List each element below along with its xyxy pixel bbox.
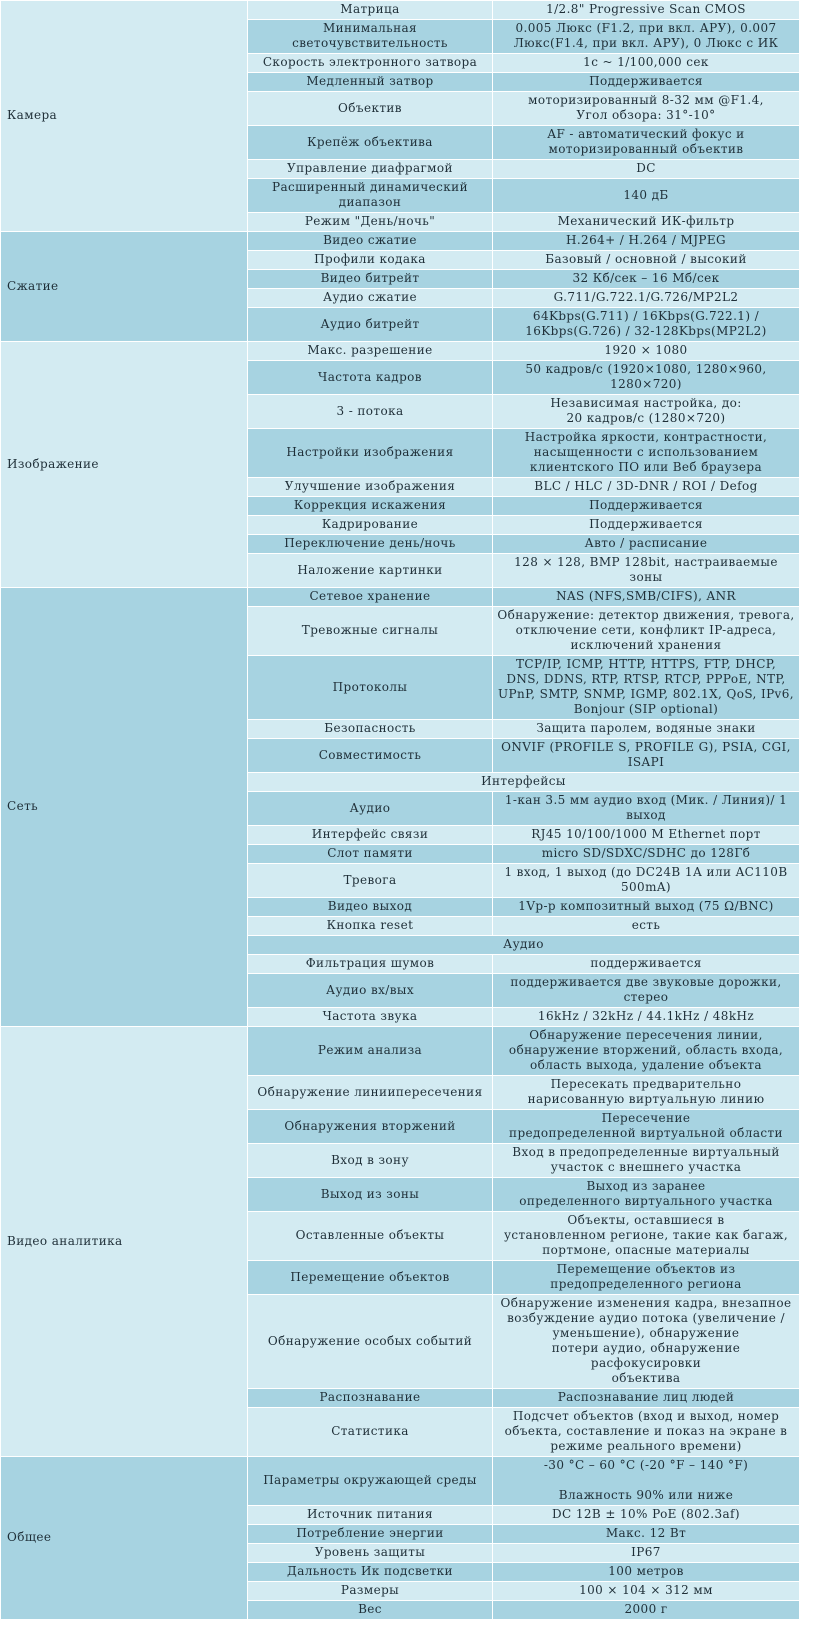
spec-key: Сетевое хранение: [248, 588, 493, 607]
section-name: Сеть: [1, 588, 248, 1027]
spec-key: Минимальная светочувствительность: [248, 20, 493, 54]
spec-value: Пересечение предопределенной виртуальной области: [493, 1110, 800, 1144]
spec-value: Настройка яркости, контрастности, насыщенности с использованием клиентского ПО или Веб браузера: [493, 429, 800, 478]
spec-key: Аудио: [248, 792, 493, 826]
spec-value: Защита паролем, водяные знаки: [493, 720, 800, 739]
spec-value: IP67: [493, 1544, 800, 1563]
spec-key: Дальность Ик подсветки: [248, 1563, 493, 1582]
spec-value: AF - автоматический фокус и моторизированный объектив: [493, 126, 800, 160]
spec-key: Протоколы: [248, 656, 493, 720]
spec-key: Параметры окружающей среды: [248, 1457, 493, 1506]
spec-value: Независимая настройка, до: 20 кадров/с (1280×720): [493, 395, 800, 429]
spec-key: Видео битрейт: [248, 270, 493, 289]
section-name: Сжатие: [1, 232, 248, 342]
spec-value: micro SD/SDXC/SDHC до 128Гб: [493, 845, 800, 864]
spec-value: 50 кадров/с (1920×1080, 1280×960, 1280×720): [493, 361, 800, 395]
spec-value: 100 метров: [493, 1563, 800, 1582]
spec-key: Кнопка reset: [248, 917, 493, 936]
spec-key: Крепёж объектива: [248, 126, 493, 160]
spec-value: Обнаружение изменения кадра, внезапное возбуждение аудио потока (увеличение / уменьшение), обнаружение потери аудио, обнаружение расфокусировки объектива: [493, 1295, 800, 1389]
spec-key: Аудио битрейт: [248, 308, 493, 342]
spec-value: 100 × 104 × 312 мм: [493, 1582, 800, 1601]
spec-key: Видео сжатие: [248, 232, 493, 251]
spec-key: Профили кодака: [248, 251, 493, 270]
spec-key: Уровень защиты: [248, 1544, 493, 1563]
spec-key: Частота звука: [248, 1008, 493, 1027]
spec-key: Скорость электронного затвора: [248, 54, 493, 73]
spec-value: G.711/G.722.1/G.726/MP2L2: [493, 289, 800, 308]
spec-value: ONVIF (PROFILE S, PROFILE G), PSIA, CGI, ISAPI: [493, 739, 800, 773]
spec-key: Распознавание: [248, 1389, 493, 1408]
spec-key: Статистика: [248, 1408, 493, 1457]
spec-key: Слот памяти: [248, 845, 493, 864]
spec-value: 1920 × 1080: [493, 342, 800, 361]
spec-value: моторизированный 8-32 мм @F1.4, Угол обзора: 31°-10°: [493, 92, 800, 126]
spec-key: Обнаружения вторжений: [248, 1110, 493, 1144]
spec-value: Поддерживается: [493, 73, 800, 92]
spec-key: Видео выход: [248, 898, 493, 917]
spec-value: -30 °C – 60 °C (-20 °F – 140 °F) Влажность 90% или ниже: [493, 1457, 800, 1506]
spec-value: Объекты, оставшиеся в установленном регионе, такие как багаж, портмоне, опасные материалы: [493, 1212, 800, 1261]
spec-key: Коррекция искажения: [248, 497, 493, 516]
spec-value: поддерживается две звуковые дорожки, стерео: [493, 974, 800, 1008]
subsection-header: Интерфейсы: [248, 773, 800, 792]
spec-key: Переключение день/ночь: [248, 535, 493, 554]
spec-value: 1-кан 3.5 мм аудио вход (Мик. / Линия)/ 1 выход: [493, 792, 800, 826]
spec-value: 128 × 128, BMP 128bit, настраиваемые зоны: [493, 554, 800, 588]
spec-row: [1, 1, 800, 20]
spec-value: Обнаружение: детектор движения, тревога, отключение сети, конфликт IP-адреса, исключений хранения: [493, 607, 800, 656]
spec-key: Оставленные объекты: [248, 1212, 493, 1261]
spec-value: Вход в предопределенные виртуальный участок с внешнего участка: [493, 1144, 800, 1178]
spec-value: Механический ИК-фильтр: [493, 213, 800, 232]
spec-value: Пересекать предварительно нарисованную виртуальную линию: [493, 1076, 800, 1110]
spec-key: Режим "День/ночь": [248, 213, 493, 232]
spec-value: 16kHz / 32kHz / 44.1kHz / 48kHz: [493, 1008, 800, 1027]
spec-key: Вес: [248, 1601, 493, 1620]
spec-value: RJ45 10/100/1000 M Ethernet порт: [493, 826, 800, 845]
spec-key: Управление диафрагмой: [248, 160, 493, 179]
spec-key: Улучшение изображения: [248, 478, 493, 497]
spec-key: Выход из зоны: [248, 1178, 493, 1212]
spec-key: Фильтрация шумов: [248, 955, 493, 974]
spec-value: 2000 г: [493, 1601, 800, 1620]
spec-key: Совместимость: [248, 739, 493, 773]
spec-row: [1, 1457, 800, 1506]
spec-value: Подсчет объектов (вход и выход, номер объекта, составление и показ на экране в режиме реального времени): [493, 1408, 800, 1457]
spec-value: поддерживается: [493, 955, 800, 974]
spec-key: Наложение картинки: [248, 554, 493, 588]
spec-key: Кадрирование: [248, 516, 493, 535]
spec-value: есть: [493, 917, 800, 936]
section-name: Видео аналитика: [1, 1027, 248, 1457]
spec-value: Базовый / основной / высокий: [493, 251, 800, 270]
spec-row: [1, 1027, 800, 1076]
spec-key: Тревога: [248, 864, 493, 898]
spec-value: H.264+ / H.264 / MJPEG: [493, 232, 800, 251]
spec-value: 1 вход, 1 выход (до DC24В 1А или AC110В 500mA): [493, 864, 800, 898]
spec-value: 32 Кб/сек – 16 Мб/сек: [493, 270, 800, 289]
spec-value: BLC / HLC / 3D-DNR / ROI / Defog: [493, 478, 800, 497]
spec-key: Тревожные сигналы: [248, 607, 493, 656]
spec-key: Расширенный динамический диапазон: [248, 179, 493, 213]
spec-key: Потребление энергии: [248, 1525, 493, 1544]
spec-row: [1, 588, 800, 607]
spec-value: Поддерживается: [493, 516, 800, 535]
spec-value: Выход из заранее определенного виртуального участка: [493, 1178, 800, 1212]
spec-value: Макс. 12 Вт: [493, 1525, 800, 1544]
spec-key: Частота кадров: [248, 361, 493, 395]
spec-key: Источник питания: [248, 1506, 493, 1525]
spec-key: Режим анализа: [248, 1027, 493, 1076]
spec-key: Безопасность: [248, 720, 493, 739]
spec-value: 64Kbps(G.711) / 16Kbps(G.722.1) / 16Kbps(G.726) / 32-128Kbps(MP2L2): [493, 308, 800, 342]
spec-key: Обнаружение линиипересечения: [248, 1076, 493, 1110]
spec-value: Распознавание лиц людей: [493, 1389, 800, 1408]
spec-key: Размеры: [248, 1582, 493, 1601]
spec-value: 1/2.8" Progressive Scan CMOS: [493, 1, 800, 20]
spec-value: 1Vp-p композитный выход (75 Ω/BNC): [493, 898, 800, 917]
spec-key: Обнаружение особых событий: [248, 1295, 493, 1389]
spec-key: Аудио вх/вых: [248, 974, 493, 1008]
spec-key: Матрица: [248, 1, 493, 20]
spec-value: 0.005 Люкс (F1.2, при вкл. АРУ), 0.007 Люкс(F1.4, при вкл. АРУ), 0 Люкс с ИК: [493, 20, 800, 54]
section-name: Камера: [1, 1, 248, 232]
spec-value: 140 дБ: [493, 179, 800, 213]
spec-value: Перемещение объектов из предопределенного региона: [493, 1261, 800, 1295]
spec-key: 3 - потока: [248, 395, 493, 429]
section-name: Общее: [1, 1457, 248, 1620]
section-name: Изображение: [1, 342, 248, 588]
spec-key: Интерфейс связи: [248, 826, 493, 845]
spec-key: Макс. разрешение: [248, 342, 493, 361]
spec-key: Медленный затвор: [248, 73, 493, 92]
spec-value: Обнаружение пересечения линии, обнаружение вторжений, область входа, область выхода, удаление объекта: [493, 1027, 800, 1076]
spec-key: Вход в зону: [248, 1144, 493, 1178]
spec-table-body: [1, 1, 800, 1620]
spec-value: DC: [493, 160, 800, 179]
spec-value: NAS (NFS,SMB/CIFS), ANR: [493, 588, 800, 607]
spec-row: [1, 342, 800, 361]
spec-key: Перемещение объектов: [248, 1261, 493, 1295]
spec-key: Настройки изображения: [248, 429, 493, 478]
spec-value: Авто / расписание: [493, 535, 800, 554]
subsection-header: Аудио: [248, 936, 800, 955]
spec-key: Объектив: [248, 92, 493, 126]
spec-row: [1, 232, 800, 251]
spec-value: 1с ~ 1/100,000 сек: [493, 54, 800, 73]
spec-value: DC 12В ± 10% PoE (802.3af): [493, 1506, 800, 1525]
spec-value: Поддерживается: [493, 497, 800, 516]
spec-key: Аудио сжатие: [248, 289, 493, 308]
spec-value: TCP/IP, ICMP, HTTP, HTTPS, FTP, DHCP, DNS, DDNS, RTP, RTSP, RTCP, PPPoE, NTP, UPnP, SMTP, SNMP, IGMP, 802.1X, QoS, IPv6, Bonjour (SIP optional): [493, 656, 800, 720]
